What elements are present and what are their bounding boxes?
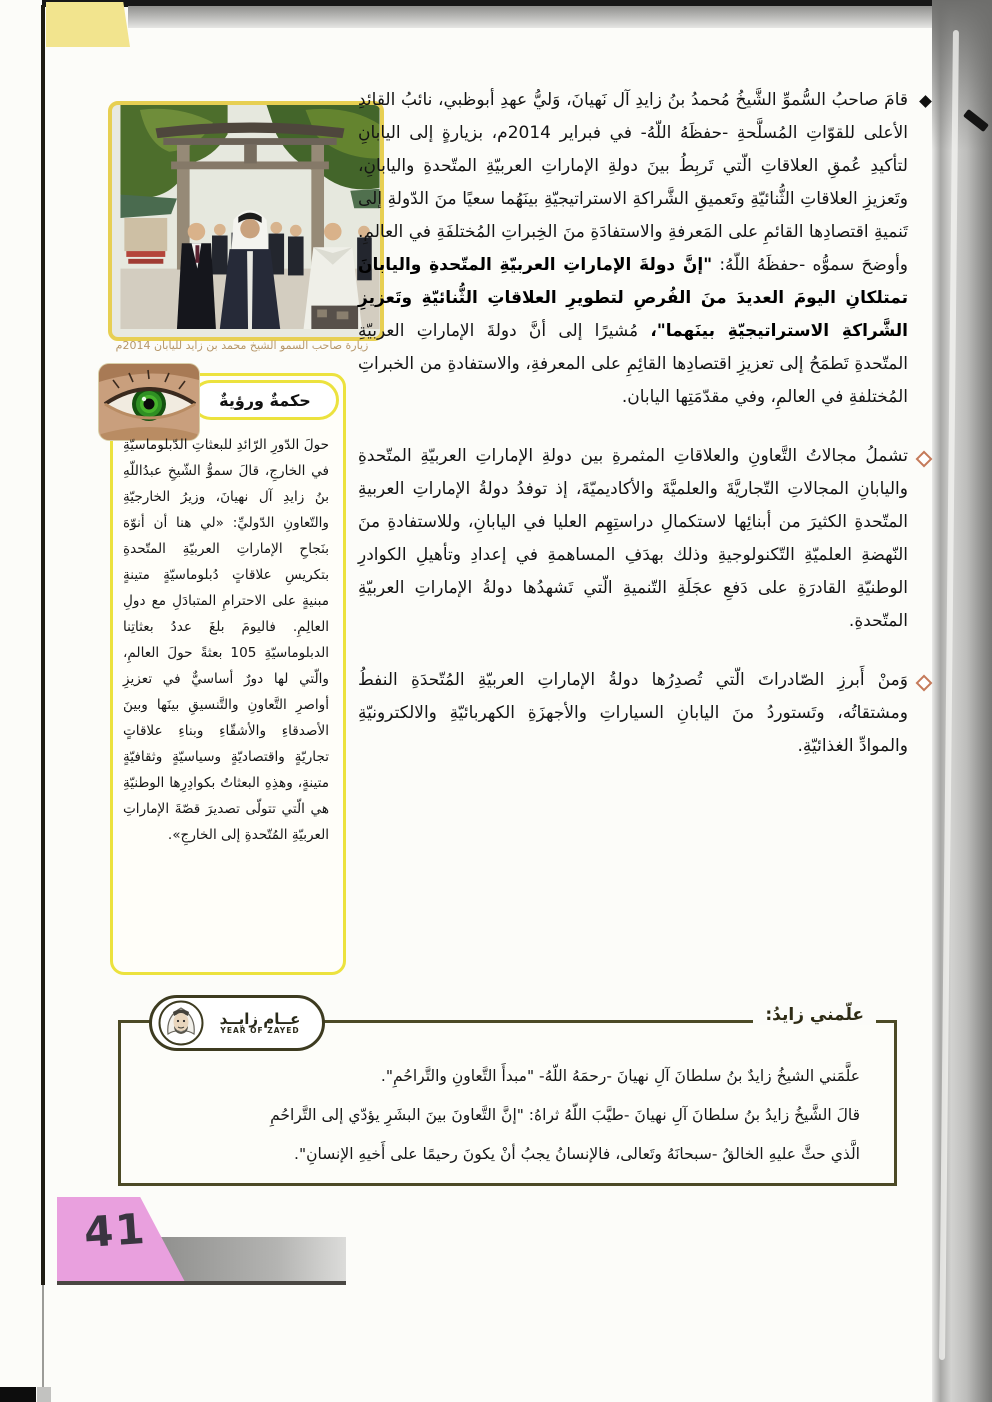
diamond-bullet-icon	[908, 84, 930, 414]
scan-top-shadow	[128, 6, 935, 28]
book-spine-line	[41, 5, 45, 1285]
eye-photo	[99, 364, 199, 440]
paragraph-exports-text: وَمنْ أَبرزِ الصّادراتَ الّتي تُصدِرُها دولةُ الإماراتِ العربيّةِ المُتّحدَةِ النفطُ ومشتقاتُه، وتَستوردُ منَ اليابانِ السياراتِ والأجهزَةِ الكهربائيّةِ والالكترونيّةِ والموادِّ الغذائيّةِ.	[358, 670, 908, 756]
zayed-portrait-icon	[158, 1000, 204, 1046]
wisdom-vision-text: حولَ الدّورِ الرّائدِ للبعثاتِ الدّبلوماسيّةِ في الخارجِ، قالَ سموُّ الشّيخِ عبدُاللّهِ بنُ زايدِ آل نهيانَ، وزيرُ الخارجيّةِ والتّعاونِ الدّوليِّ: «لي هنا أن أنوّهَ بنَجاحِ الإماراتِ العربيّةِ المتّحدةِ بتكريسِ علاقاتٍ دُبلوماسيّةٍ متينةٍ مبنيةٍ على الاحترامِ المتبادَلِ مع دولِ العالِمِ. فاليومَ بلغَ عددُ بعثاتِنا الدبلوماسيّةِ 105 بعثةً حولَ العالمِ، والّتي لها دورٌ أساسيٌّ في تعزيزِ أواصرِ التَّعاونِ والتَّنسيقِ بينَها وبينَ الأصدقاءِ والأشقّاءِ وبناءِ علاقاتٍ تجاريّةٍ واقتصاديّةٍ وسياسيّةٍ وثقافيّةٍ متينةٍ، وهذِهِ البعثاتُ بكوادِرِها الوطنيّةِ هي الّتي تتولّى تصديرَ قصّةَ الإماراتِ العربيّةِ المُتّحدةِ إلى الخارجِ».	[123, 437, 329, 843]
unit-tab-yellow	[46, 2, 130, 47]
scan-bottom-mark	[0, 1387, 36, 1402]
zayed-taught-me-box	[118, 1005, 897, 1186]
paragraph-visit	[358, 84, 930, 414]
main-text-column	[358, 84, 930, 789]
torii-shrine-scene	[120, 105, 380, 329]
year-of-zayed-text	[204, 1011, 316, 1036]
visit-text-quote: "إنَّ دولةَ الإماراتِ العربيّةِ المتّحدةِ واليابانَ تمتلكانِ اليومَ العديدَ منَ الفُرصِ لتطويرِ العلاقاتِ الثُّنائيّةِ وتَعزيزِ الشَّراكةِ الاستراتيجيّةِ بينَهما"،	[358, 255, 908, 341]
zayed-quote-line2: قالَ الشَّيخُ زايدُ بنُ سلطانَ آلِ نهيانَ -طيَّبَ اللّهُ ثراهُ: "إنَّ التَّعاونَ بينَ البشَرِ يؤدّي إلى التَّراحُمِ	[270, 1106, 860, 1124]
zayed-section-heading: علّمني زايدُ:	[753, 1005, 876, 1025]
year-of-zayed-arabic: عــام زايــد	[219, 1009, 301, 1028]
diamond-outline-bullet-icon	[908, 664, 930, 763]
visit-text-normal: قامَ صاحبُ السُّموِّ الشَّيخُ مُحمدُ بنُ زايدِ آل نَهيانَ، وَليُّ عهدِ أبوظبي، نائبُ القائدِ الأعلى للقوّاتِ المُسلَّحةِ -حفظَهُ اللّهُ- في فبراير 2014م، بزيارةٍ إلى اليابانِ لتأكيدِ عُمقِ العلاقاتِ الّتي تَربِطُ بينَ دولةِ الإماراتِ العربيّةِ المتّحدةِ واليابانِ، وتَعزيزِ العلاقاتِ الثُّنائيّةِ وتَعميقِ الشَّراكةِ الاستراتيجيّةِ بينَهُما سعيًا منَ الدّولةِ إلى تَنميةِ اقتصادِها القائمِ على المَعرفةِ والاستفادَةِ منَ الخِبراتِ المُختلفَةِ في العالمِ. وأوضحَ سموُّه -حفظَهُ اللّهُ:	[358, 90, 909, 275]
page-number: 41	[82, 1203, 149, 1258]
year-of-zayed-english: YEAR OF ZAYED	[220, 1026, 300, 1036]
year-of-zayed-logo	[149, 995, 325, 1051]
paragraph-visit-text	[358, 84, 908, 414]
paragraph-exports	[358, 664, 930, 763]
diamond-outline-bullet-icon	[908, 440, 930, 638]
paragraph-cooperation-text: تشملُ مجالاتُ التَّعاونِ والعلاقاتِ المثمرةِ بين دولةِ الإماراتِ العربيّةِ المتّحدةِ واليابانِ المجالاتِ التّجاريَّةَ والعلميَّةَ والأكاديميّةَ، إذ توفدُ دولةُ الإماراتِ العربيةِ المتّحدةِ الكثيرَ من أبنائِها لاستكمالِ دراستِهِم العليا في اليابانِ، وللاستفادةِ منَ النّهضةِ العلميّةِ التّكنولوجيةِ وذلك بهدَفِ المساهمةِ في إعدادِ وتأهيلِ الكوادرِ الوطنيّةِ القادرَةِ على دَفعِ عجَلَةِ التّنميةِ الّتي تَشهدُها دولةُ الإماراتِ العربيّةِ المتّحدةِ.	[358, 446, 908, 631]
green-eye-icon	[99, 364, 199, 440]
visit-photo	[108, 101, 384, 341]
photo-caption: زيارة صاحب السمو الشيخ محمد بن زايد لليابان 2014م	[115, 339, 369, 352]
zayed-quote-text	[141, 1057, 860, 1174]
zayed-quote-line1: علَّمَني الشيخُ زايدٌ بنُ سلطانَ آلِ نهيانَ -رحمَهُ اللّهُ- "مبدأَ التَّعاونِ والتَّراحُمِ".	[380, 1067, 860, 1085]
visit-text-tail: مُشيرًا إلى أنَّ دولةَ الإماراتِ العربيّةِ المتّحدةِ تَطمَحُ إلى تعزيزِ اقتصادِها القائِمِ على المعرفةِ، والاستفادةِ من الخبراتِ المُختلفةِ في العالمِ، وفي مقدّمَتِها اليابان.	[358, 321, 908, 407]
scan-bottom-stub	[37, 1387, 51, 1402]
page-number-underline	[57, 1281, 346, 1285]
wisdom-vision-title: حكمةٌ ورؤيةٌ	[191, 380, 339, 420]
zayed-quote-line3: الَّذي حثَّ عليهِ الخالقُ -سبحانَهُ وتَعالى، فالإنسانُ يجبُ أنْ يكونَ رحيمًا على أَخيهِ الإنسانِ".	[294, 1145, 860, 1163]
wisdom-vision-box	[110, 373, 346, 975]
book-spine-line-lower	[42, 1285, 44, 1388]
paragraph-cooperation	[358, 440, 930, 638]
